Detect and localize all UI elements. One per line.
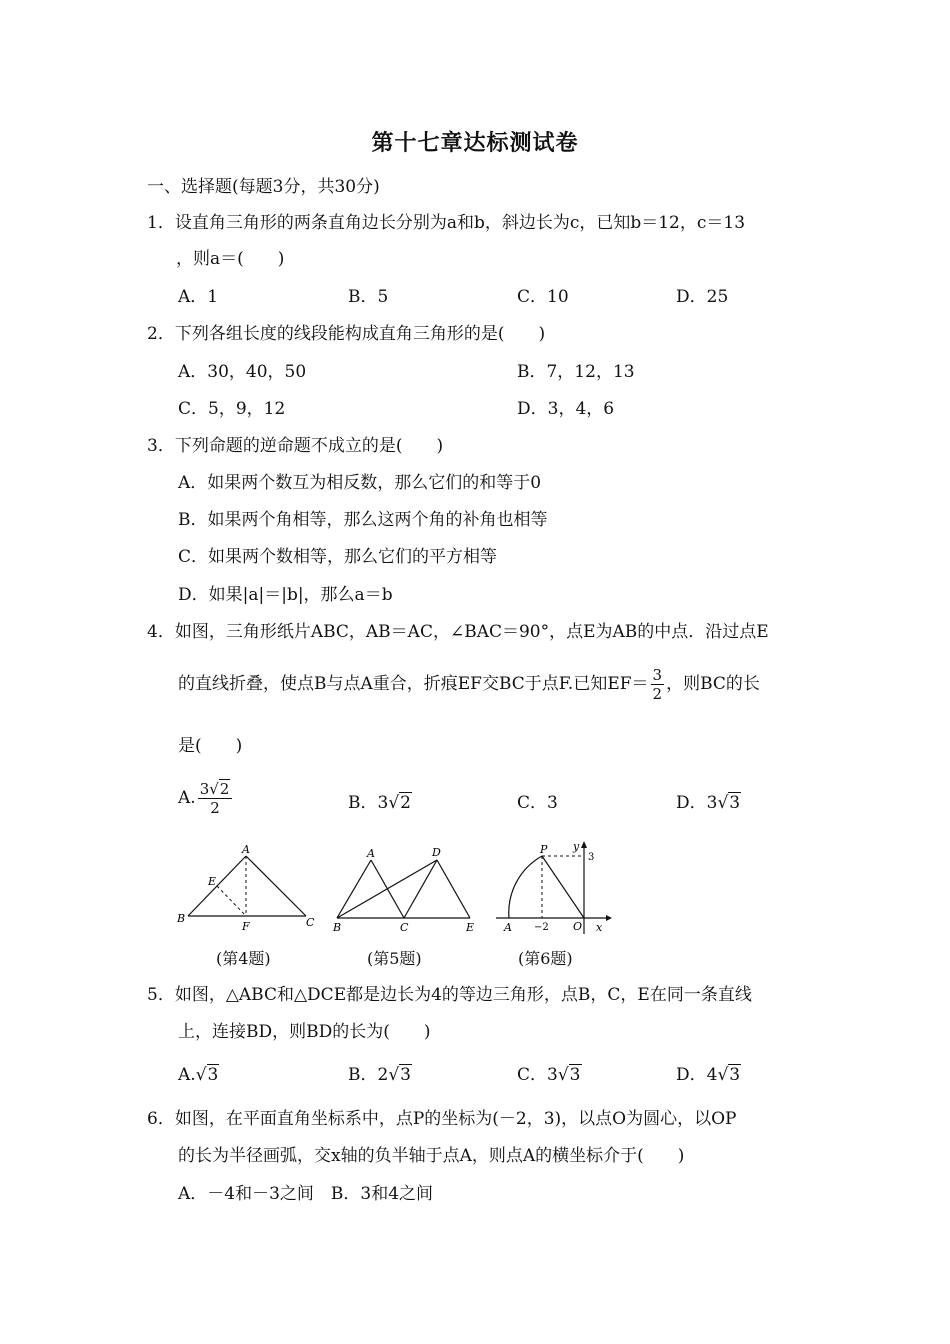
question-5-option-c[interactable] [517, 1064, 582, 1086]
sqrt-symbol: √3 [717, 1065, 741, 1085]
q4-option-d-rad: 3 [729, 793, 741, 813]
question-2-option-a[interactable]: A．30，40，50 [178, 362, 307, 382]
fig6-segment-op [542, 856, 584, 918]
q4-option-d-label: D．3 [676, 793, 718, 813]
fig6-y-arrow [581, 841, 587, 848]
figure-6 [488, 838, 613, 938]
question-6-stem: 6．如图，在平面直角坐标系中，点P的坐标为(－2，3)，以点O为圆心，以OP [147, 1109, 737, 1129]
fig4-label-a: A [242, 843, 250, 856]
q5-option-a-label: A. [178, 1065, 196, 1085]
q4-text-pre: 的直线折叠，使点B与点A重合，折痕EF交BC于点F.已知EF＝ [178, 674, 649, 694]
sqrt-symbol: √3 [388, 1065, 411, 1085]
question-2-option-c[interactable]: C．5，9，12 [178, 399, 286, 419]
section-heading: 一、选择题(每题3分，共30分) [147, 177, 380, 197]
fig4-label-b: B [177, 912, 186, 925]
fig5-label-a: A [367, 847, 375, 860]
question-3-option-a[interactable]: A．如果两个数互为相反数，那么它们的和等于0 [178, 473, 542, 493]
sqrt-symbol: √3 [717, 793, 741, 813]
question-1-stem-cont: ，则a＝( ) [176, 249, 285, 269]
q4-fraction [651, 666, 665, 703]
fig4-fold-ef [217, 886, 246, 916]
question-4-stem-cont [178, 666, 760, 703]
question-2-stem: 2．下列各组长度的线段能构成直角三角形的是( ) [147, 324, 546, 344]
question-5-option-b[interactable] [348, 1064, 412, 1086]
q4-option-a-label: A. [178, 788, 196, 808]
sqrt-symbol: √3 [557, 1065, 581, 1085]
q4-option-a-fraction [198, 780, 233, 817]
fig6-label-neg2: −2 [534, 922, 549, 933]
q4-option-b-rad: 2 [400, 793, 411, 813]
q4-option-b-label: B．3 [348, 793, 389, 813]
q5-option-c-label: C．3 [517, 1065, 558, 1085]
question-6-stem-cont: 的长为半径画弧，交x轴的负半轴于点A，则点A的横坐标介于( ) [178, 1146, 685, 1166]
question-4-stem-end: 是( ) [178, 736, 243, 756]
sqrt-symbol: √2 [209, 780, 230, 798]
fig5-label-d: D [432, 846, 441, 859]
question-4-option-a[interactable] [178, 780, 234, 817]
q4-option-a-rad: 2 [219, 780, 230, 798]
fig4-side-ac [246, 856, 306, 916]
fig6-label-p: P [540, 843, 548, 856]
page-title: 第十七章达标测试卷 [371, 130, 579, 156]
question-2-option-b[interactable]: B．7，12，13 [517, 362, 635, 382]
question-1-option-b[interactable]: B．5 [348, 287, 389, 307]
q4-fraction-den: 2 [652, 685, 663, 703]
q5-option-b-label: B．2 [348, 1065, 389, 1085]
question-1-option-a[interactable]: A．1 [178, 287, 219, 307]
q5-option-d-label: D．4 [676, 1065, 718, 1085]
question-2-option-d[interactable]: D．3，4，6 [517, 399, 615, 419]
question-5-option-a[interactable] [178, 1064, 219, 1086]
question-3-option-b[interactable]: B．如果两个角相等，那么这两个角的补角也相等 [178, 510, 548, 530]
fig6-label-3: 3 [588, 852, 595, 863]
question-3-stem: 3．下列命题的逆命题不成立的是( ) [147, 436, 444, 456]
q5-option-d-rad: 3 [729, 1065, 741, 1085]
q5-option-c-rad: 3 [569, 1065, 581, 1085]
question-5-stem: 5．如图，△ABC和△DCE都是边长为4的等边三角形，点B，C，E在同一条直线 [147, 985, 752, 1005]
fig5-label-b: B [333, 921, 342, 934]
question-4-option-d[interactable] [676, 792, 741, 814]
fig6-label-o: O [573, 920, 583, 933]
question-5-option-d[interactable] [676, 1064, 741, 1086]
q5-option-a-rad: 3 [207, 1065, 219, 1085]
fig6-label-x: x [596, 921, 603, 934]
figure-5 [325, 842, 480, 937]
question-5-stem-cont: 上，连接BD，则BD的长为( ) [178, 1022, 431, 1042]
figure-5-caption: (第5题) [367, 949, 422, 968]
question-1-option-c[interactable]: C．10 [517, 287, 569, 307]
q5-option-b-rad: 3 [400, 1065, 411, 1085]
fig5-label-e: E [466, 921, 475, 934]
fig5-side-ab [337, 860, 371, 918]
figure-4 [170, 842, 320, 937]
sqrt-symbol: √2 [388, 793, 411, 813]
question-6-options-ab[interactable]: A．－4和－3之间 B．3和4之间 [178, 1184, 434, 1204]
question-4-stem: 4．如图，三角形纸片ABC，AB＝AC，∠BAC＝90°，点E为AB的中点．沿过点E [147, 622, 769, 642]
fig6-label-y: y [573, 840, 580, 853]
fig4-label-c: C [306, 916, 315, 929]
question-1-stem: 1．设直角三角形的两条直角边长分别为a和b，斜边长为c，已知b＝12，c＝13 [147, 213, 746, 233]
fig5-side-de [437, 860, 470, 918]
fig6-x-arrow [606, 915, 612, 921]
question-1-option-d[interactable]: D．25 [676, 287, 729, 307]
question-3-option-c[interactable]: C．如果两个数相等，那么它们的平方相等 [178, 547, 498, 567]
fig5-segment-bd [337, 860, 437, 918]
figure-4-caption: (第4题) [216, 949, 271, 968]
sqrt-symbol: √3 [195, 1065, 219, 1085]
question-4-option-c[interactable]: C．3 [517, 793, 558, 813]
question-4-option-b[interactable] [348, 792, 412, 814]
q4-fraction-num: 3 [652, 666, 663, 684]
figure-6-caption: (第6题) [518, 949, 573, 968]
q4-option-a-coef: 3 [199, 780, 210, 798]
fig4-label-f: F [242, 920, 250, 933]
q4-option-a-num [198, 780, 233, 799]
fig6-arc [509, 856, 542, 918]
q4-option-a-den: 2 [210, 799, 220, 817]
fig5-label-c: C [400, 921, 409, 934]
fig6-label-a: A [504, 921, 512, 934]
question-3-option-d[interactable]: D．如果|a|＝|b|，那么a＝b [178, 585, 393, 605]
fig4-label-e: E [208, 875, 217, 888]
q4-text-post: ，则BC的长 [666, 674, 760, 694]
fig5-side-cd [404, 860, 437, 918]
